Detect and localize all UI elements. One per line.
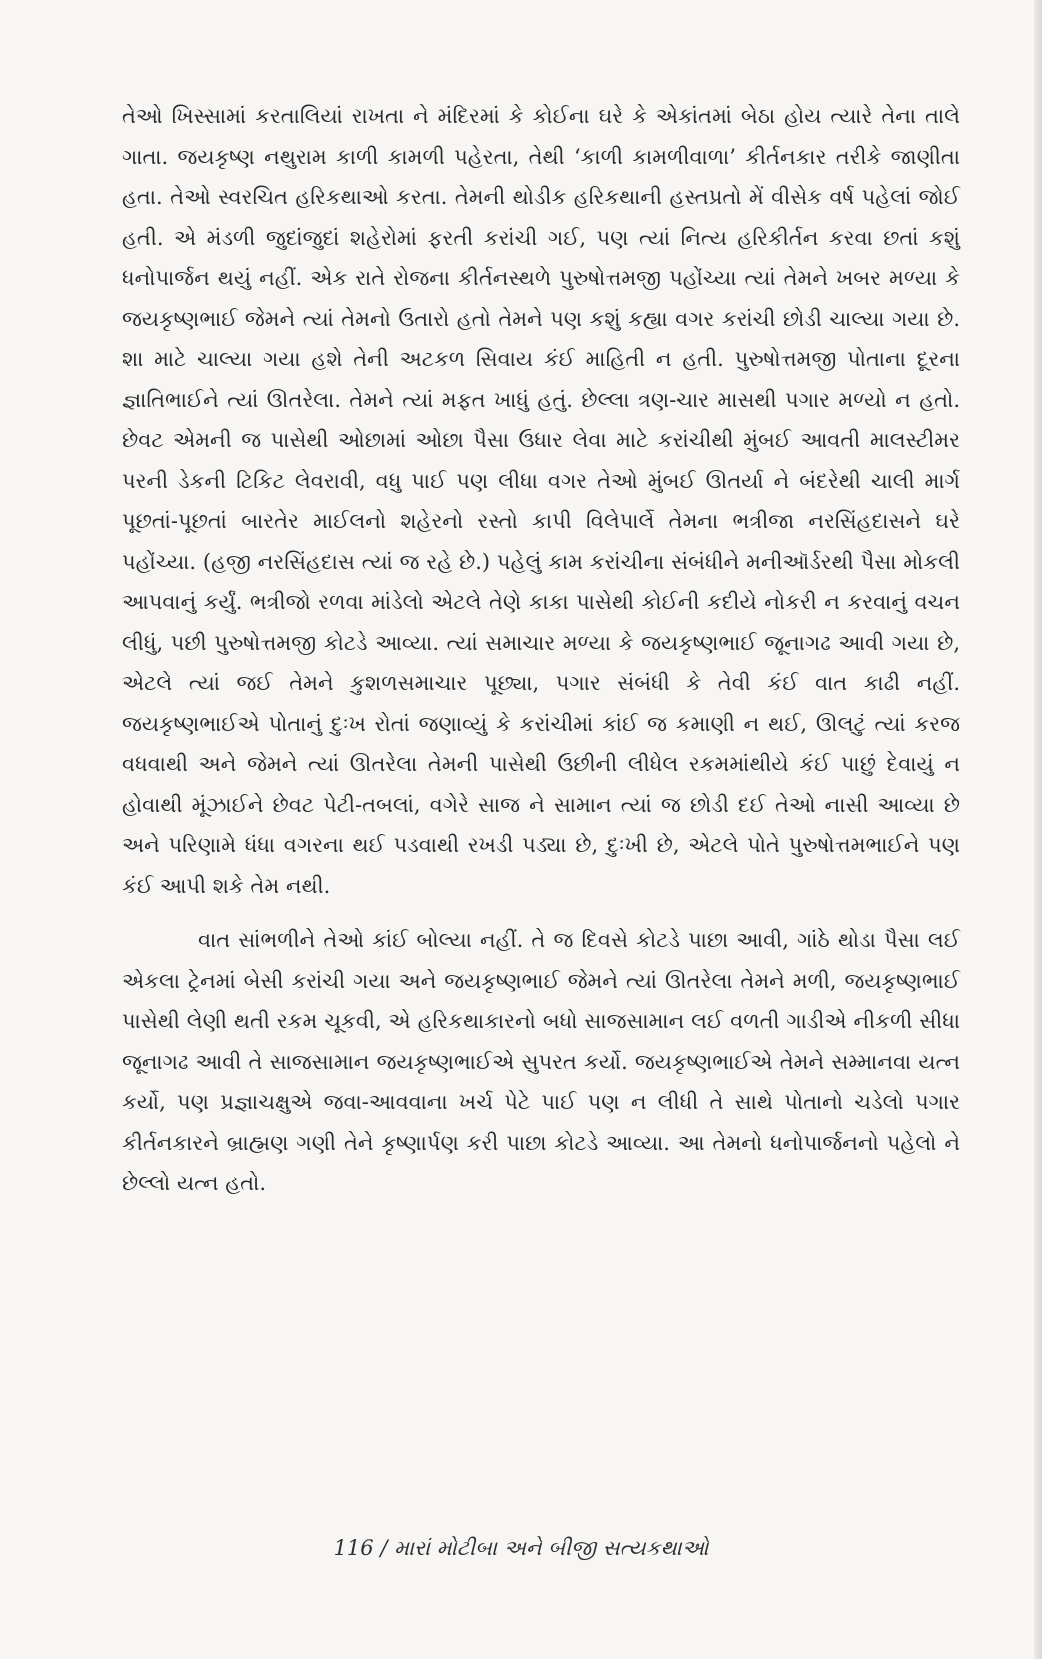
page-edge-shadow [1034, 0, 1042, 1659]
paragraph-1: તેઓ ખિસ્સામાં કરતાલિયાં રાખતા ને મંદિરમાં કે કોઈના ઘરે કે એકાંતમાં બેઠા હોય ત્યારે તેના તાલે ગાતા. જયકૃષ્ણ નથુરામ કાળી કામળી પહેરતા, તેથી ‘કાળી કામળીવાળા’ કીર્તનકાર તરીકે જાણીતા હતા. તેઓ સ્વરચિત હરિકથાઓ કરતા. તેમની થોડીક હરિકથાની હસ્તપ્રતો મેં વીસેક વર્ષ પહેલાં જોઈ હતી. એ મંડળી જુદાંજુદાં શહેરોમાં ફરતી કરાંચી ગઈ, પણ ત્યાં નિત્ય હરિકીર્તન કરવા છતાં કશું ધનોપાર્જન થયું નહીં. એક રાતે રોજના કીર્તનસ્થળે પુરુષોત્તમજી પહોંચ્યા ત્યાં તેમને ખબર મળ્યા કે જયકૃષ્ણભાઈ જેમને ત્યાં તેમનો ઉતારો હતો તેમને પણ કશું કહ્યા વગર કરાંચી છોડી ચાલ્યા ગયા છે. શા માટે ચાલ્યા ગયા હશે તેની અટકળ સિવાય કંઈ માહિતી ન હતી. પુરુષોત્તમજી પોતાના દૂરના જ્ઞાતિભાઈને ત્યાં ઊતરેલા. તેમને ત્યાં મફત ખાધું હતું. છેલ્લા ત્રણ-ચાર માસથી પગાર મળ્યો ન હતો. છેવટ એમની જ પાસેથી ઓછામાં ઓછા પૈસા ઉધાર લેવા માટે કરાંચીથી મુંબઈ આવતી માલસ્ટીમર પરની ડેકની ટિકિટ લેવરાવી, વધુ પાઈ પણ લીધા વગર તેઓ મુંબઈ ઊતર્યા ને બંદરેથી ચાલી માર્ગ પૂછતાં-પૂછતાં બારતેર માઈલનો શહેરનો રસ્તો કાપી વિલેપાર્લે તેમના ભત્રીજા નરસિંહદાસને ઘરે પહોંચ્યા. (હજી નરસિંહદાસ ત્યાં જ રહે છે.) પહેલું કામ કરાંચીના સંબંધીને મનીઑર્ડરથી પૈસા મોકલી આપવાનું કર્યું. ભત્રીજો રળવા માંડેલો એટલે તેણે કાકા પાસેથી કોઈની કદીયે નોકરી ન કરવાનું વચન લીધું, પછી પુરુષોત્તમજી કોટડે આવ્યા. ત્યાં સમાચાર મળ્યા કે જયકૃષ્ણભાઈ જૂનાગઢ આવી ગયા છે, એટલે ત્યાં જઈ તેમને કુશળસમાચાર પૂછ્યા, પગાર સંબંધી કે તેવી કંઈ વાત કાઢી નહીં. જયકૃષ્ણભાઈએ પોતાનું દુઃખ રોતાં જણાવ્યું કે કરાંચીમાં કાંઈ જ કમાણી ન થઈ, ઊલટું ત્યાં કરજ વધવાથી અને જેમને ત્યાં ઊતરેલા તેમની પાસેથી ઉછીની લીધેલ રકમમાંથીયે કંઈ પાછું દેવાયું ન હોવાથી મૂંઝાઈને છેવટ પેટી-તબલાં, વગેરે સાજ ને સામાન ત્યાં જ છોડી દઈ તેઓ નાસી આવ્યા છે અને પરિણામે ધંધા વગરના થઈ પડવાથી રખડી પડ્યા છે, દુઃખી છે, એટલે પોતે પુરુષોત્તમભાઈને પણ કંઈ આપી શકે તેમ નથી. [122, 104, 960, 898]
page-footer: 116 / મારાં મોટીબા અને બીજી સત્યકથાઓ [333, 1536, 709, 1560]
body-text [122, 96, 960, 1204]
paragraph-2: વાત સાંભળીને તેઓ કાંઈ બોલ્યા નહીં. તે જ દિવસે કોટડે પાછા આવી, ગાંઠે થોડા પૈસા લઈ એકલા ટ્રેનમાં બેસી કરાંચી ગયા અને જયકૃષ્ણભાઈ જેમને ત્યાં ઊતરેલા તેમને મળી, જયકૃષ્ણભાઈ પાસેથી લેણી થતી રકમ ચૂકવી, એ હરિકથાકારનો બધો સાજસામાન લઈ વળતી ગાડીએ નીકળી સીધા જૂનાગઢ આવી તે સાજસામાન જયકૃષ્ણભાઈએ સુપરત કર્યો. જયકૃષ્ણભાઈએ તેમને સમ્માનવા યત્ન કર્યો, પણ પ્રજ્ઞાચક્ષુએ જવા-આવવાના ખર્ચ પેટે પાઈ પણ ન લીધી તે સાથે પોતાનો ચડેલો પગાર કીર્તનકારને બ્રાહ્મણ ગણી તેને કૃષ્ણાર્પણ કરી પાછા કોટડે આવ્યા. આ તેમનો ધનોપાર્જનનો પહેલો ને છેલ્લો યત્ન હતો. [122, 928, 960, 1195]
